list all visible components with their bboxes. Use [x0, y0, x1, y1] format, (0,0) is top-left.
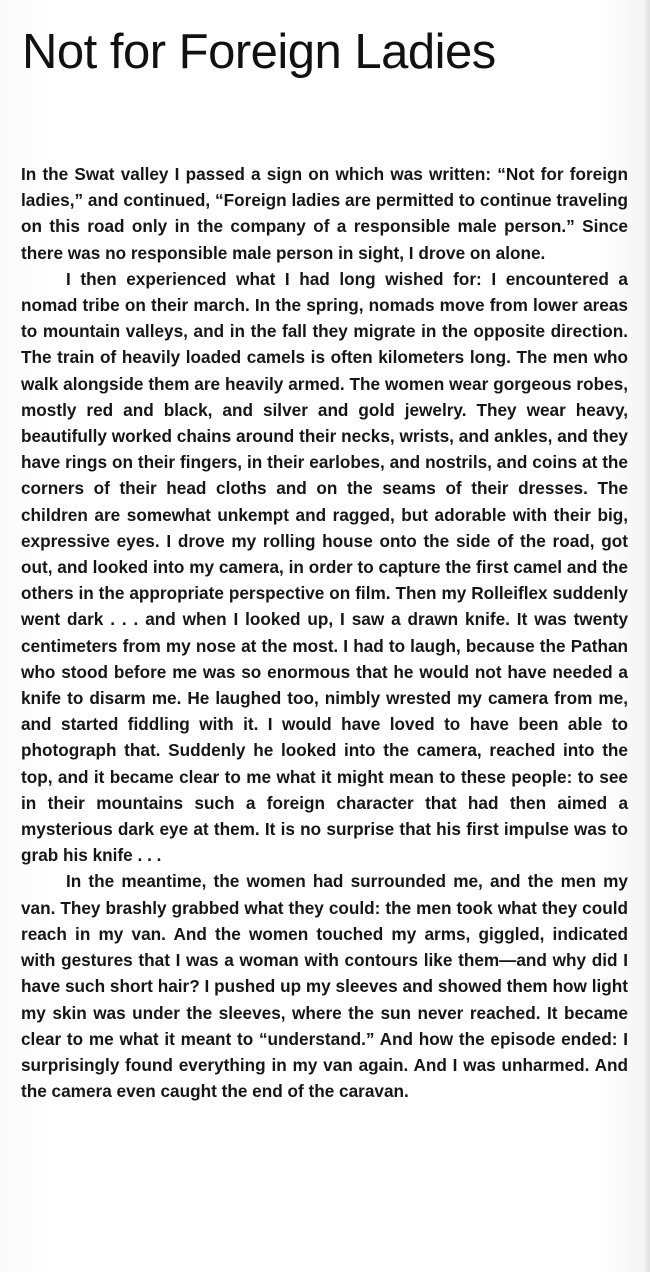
paragraph-3: In the meantime, the women had surrounded me, and the men my van. They brashly grabbed what they could: the men took what they could reach in my van. And the women touched my arms, giggled, indicated with gestures that I was a woman with contours like them—and why did I have such short hair? I pushed up my sleeves and showed them how light my skin was under the sleeves, where the sun never reached. It became clear to me what it meant to “understand.” And how the episode ended: I surprisingly found everything in my van again. And I was unharmed. And the camera even caught the end of the caravan.: [21, 871, 628, 1102]
paragraph-2: I then experienced what I had long wished for: I encountered a nomad tribe on their march. In the spring, nomads move from lower areas to mountain valleys, and in the fall they migrate in the opposite direction. The train of heavily loaded camels is often kilometers long. The men who walk alongside them are heavily armed. The women wear gorgeous robes, mostly red and black, and silver and gold jewelry. They wear heavy, beautifully worked chains around their necks, wrists, and ankles, and they have rings on their fingers, in their earlobes, and nostrils, and coins at the corners of their head cloths and on the seams of their dresses. The children are somewhat unkempt and ragged, but adorable with their big, expressive eyes. I drove my rolling house onto the side of the road, got out, and looked into my camera, in order to capture the first camel and the others in the appropriate perspective on film. Then my Rolleiflex suddenly went dark . . . and when I looked up, I saw a drawn knife. It was twenty centimeters from my nose at the most. I had to laugh, because the Pathan who stood before me was so enormous that he would not have needed a knife to disarm me. He laughed too, nimbly wrested my camera from me, and started fiddling with it. I would have loved to have been able to photograph that. Suddenly he looked into the camera, reached into the top, and it became clear to me what it might mean to these people: to see in their mountains such a foreign character that had then aimed a mysterious dark eye at them. It is no surprise that his first impulse was to grab his knife . . .: [21, 268, 628, 866]
article-body: [21, 161, 628, 1104]
paragraph-1: In the Swat valley I passed a sign on which was written: “Not for foreign ladies,” and continued, “Foreign ladies are permitted to continue traveling on this road only in the company of a responsible male person.” Since there was no responsible male person in sight, I drove on alone.: [21, 164, 628, 263]
page-edge-shadow: [644, 0, 650, 1272]
chapter-title: Not for Foreign Ladies: [22, 25, 496, 79]
